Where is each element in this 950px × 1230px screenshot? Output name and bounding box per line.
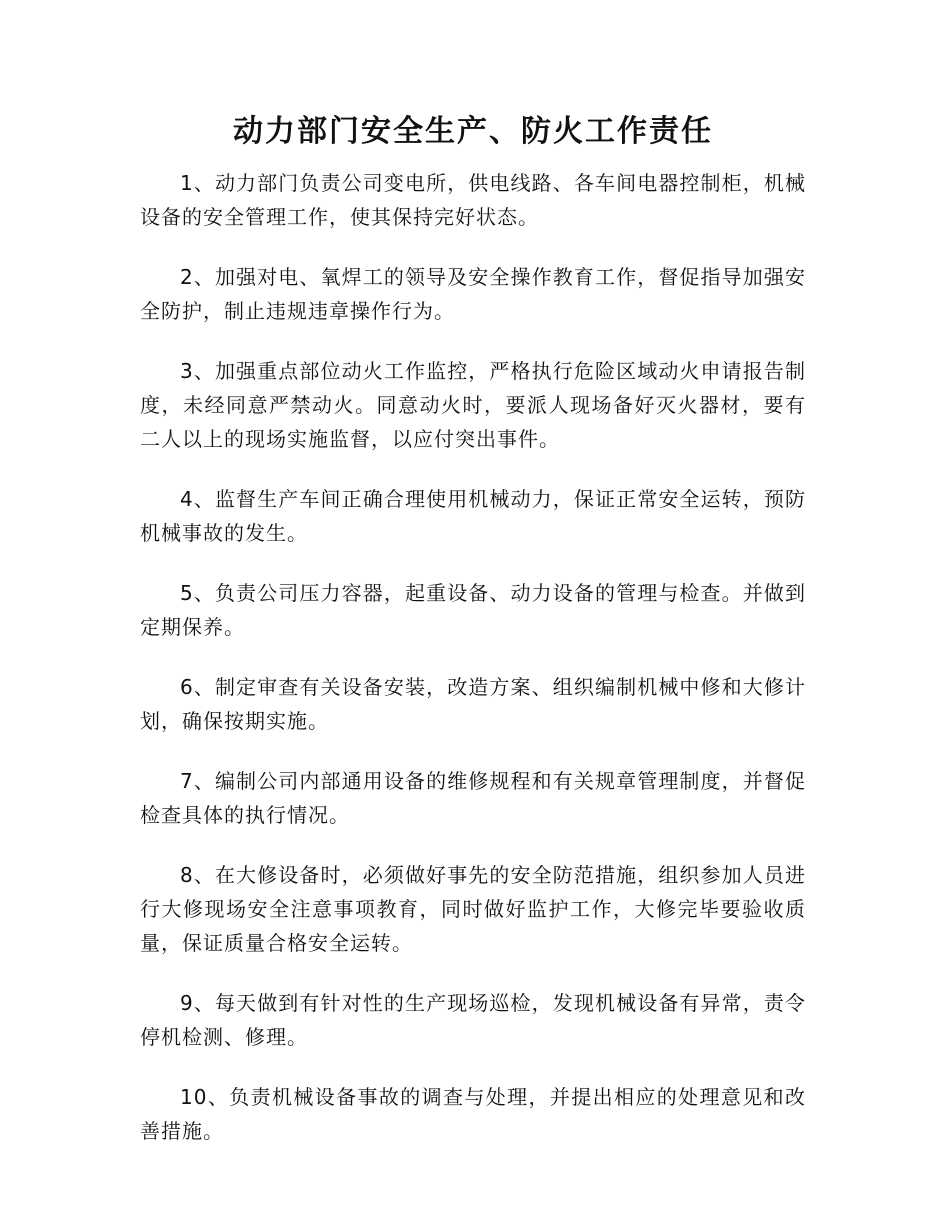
document-page — [140, 112, 806, 1174]
paragraph-3: 3、加强重点部位动火工作监控，严格执行危险区域动火申请报告制度，未经同意严禁动火。同意动火时，要派人现场备好灭火器材，要有二人以上的现场实施监督，以应付突出事件。 — [140, 359, 806, 451]
paragraph-9: 9、每天做到有针对性的生产现场巡检，发现机械设备有异常，责令停机检测、修理。 — [140, 991, 806, 1049]
paragraph-10: 10、负责机械设备事故的调查与处理，并提出相应的处理意见和改善措施。 — [140, 1085, 806, 1143]
paragraph-4: 4、监督生产车间正确合理使用机械动力，保证正常安全运转，预防机械事故的发生。 — [140, 487, 806, 545]
paragraph-5: 5、负责公司压力容器，起重设备、动力设备的管理与检查。并做到定期保养。 — [140, 581, 806, 639]
paragraph-8: 8、在大修设备时，必须做好事先的安全防范措施，组织参加人员进行大修现场安全注意事项教育，同时做好监护工作，大修完毕要验收质量，保证质量合格安全运转。 — [140, 863, 806, 955]
document-title: 动力部门安全生产、防火工作责任 — [233, 114, 713, 149]
paragraph-1: 1、动力部门负责公司变电所，供电线路、各车间电器控制柜，机械设备的安全管理工作，使其保持完好状态。 — [140, 171, 806, 229]
paragraph-7: 7、编制公司内部通用设备的维修规程和有关规章管理制度，并督促检查具体的执行情况。 — [140, 769, 806, 827]
paragraph-2: 2、加强对电、氧焊工的领导及安全操作教育工作，督促指导加强安全防护，制止违规违章操作行为。 — [140, 265, 806, 323]
paragraph-6: 6、制定审查有关设备安装，改造方案、组织编制机械中修和大修计划，确保按期实施。 — [140, 675, 806, 733]
